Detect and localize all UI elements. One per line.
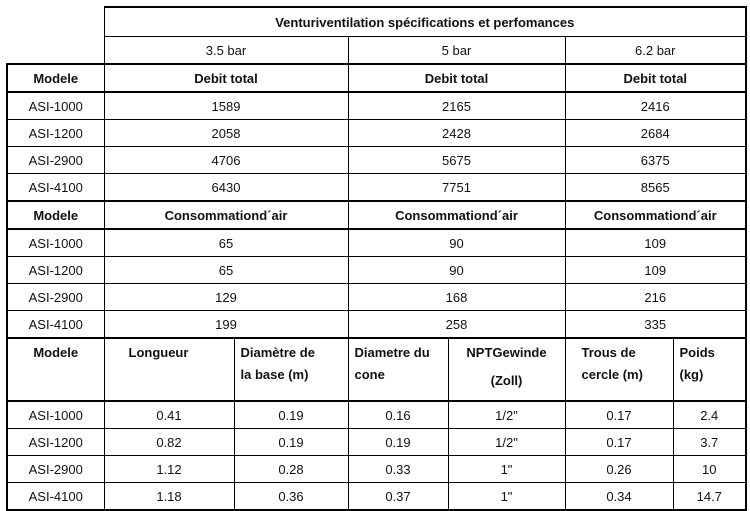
table-row bbox=[7, 257, 746, 284]
metric-header: Debit total bbox=[348, 64, 565, 92]
hole-circle-header: Trous de cercle (m) bbox=[565, 338, 673, 401]
model-header: Modele bbox=[7, 64, 104, 92]
value-cell: 0.19 bbox=[234, 401, 348, 429]
value-cell: 0.41 bbox=[104, 401, 234, 429]
value-cell: 168 bbox=[348, 284, 565, 311]
value-cell: 6375 bbox=[565, 147, 746, 174]
metric-header: Debit total bbox=[565, 64, 746, 92]
value-cell: 129 bbox=[104, 284, 348, 311]
value-cell: 0.19 bbox=[348, 429, 448, 456]
value-cell: 2.4 bbox=[673, 401, 746, 429]
model-cell: ASI-2900 bbox=[7, 456, 104, 483]
value-cell: 10 bbox=[673, 456, 746, 483]
value-cell: 109 bbox=[565, 229, 746, 257]
value-cell: 0.36 bbox=[234, 483, 348, 511]
value-cell: 199 bbox=[104, 311, 348, 339]
value-cell: 3.7 bbox=[673, 429, 746, 456]
model-cell: ASI-4100 bbox=[7, 174, 104, 202]
value-cell: 1/2" bbox=[448, 429, 565, 456]
table-row bbox=[7, 92, 746, 120]
table-row bbox=[7, 147, 746, 174]
length-header: Longueur bbox=[104, 338, 234, 401]
value-cell: 2416 bbox=[565, 92, 746, 120]
corner-cell bbox=[7, 7, 104, 37]
model-header: Modele bbox=[7, 338, 104, 401]
value-cell: 0.28 bbox=[234, 456, 348, 483]
metric-header: Consommationd´air bbox=[104, 201, 348, 229]
model-cell: ASI-2900 bbox=[7, 284, 104, 311]
value-cell: 7751 bbox=[348, 174, 565, 202]
model-cell: ASI-4100 bbox=[7, 483, 104, 511]
cone-diameter-header: Diametre du cone bbox=[348, 338, 448, 401]
value-cell: 65 bbox=[104, 257, 348, 284]
value-cell: 65 bbox=[104, 229, 348, 257]
value-cell: 109 bbox=[565, 257, 746, 284]
model-cell: ASI-1200 bbox=[7, 429, 104, 456]
pressure-header: 5 bar bbox=[348, 37, 565, 65]
model-header: Modele bbox=[7, 201, 104, 229]
value-cell: 2684 bbox=[565, 120, 746, 147]
model-cell: ASI-1000 bbox=[7, 229, 104, 257]
value-cell: 1.18 bbox=[104, 483, 234, 511]
value-cell: 1589 bbox=[104, 92, 348, 120]
value-cell: 2058 bbox=[104, 120, 348, 147]
value-cell: 1.12 bbox=[104, 456, 234, 483]
value-cell: 335 bbox=[565, 311, 746, 339]
model-cell: ASI-1200 bbox=[7, 257, 104, 284]
table-row bbox=[7, 311, 746, 339]
weight-header: Poids (kg) bbox=[673, 338, 746, 401]
model-cell: ASI-2900 bbox=[7, 147, 104, 174]
pressure-header: 3.5 bar bbox=[104, 37, 348, 65]
value-cell: 5675 bbox=[348, 147, 565, 174]
value-cell: 0.34 bbox=[565, 483, 673, 511]
value-cell: 258 bbox=[348, 311, 565, 339]
value-cell: 0.33 bbox=[348, 456, 448, 483]
value-cell: 0.37 bbox=[348, 483, 448, 511]
value-cell: 4706 bbox=[104, 147, 348, 174]
metric-header: Consommationd´air bbox=[565, 201, 746, 229]
spec-table bbox=[6, 6, 747, 511]
value-cell: 8565 bbox=[565, 174, 746, 202]
table-row bbox=[7, 120, 746, 147]
value-cell: 1/2" bbox=[448, 401, 565, 429]
metric-header: Debit total bbox=[104, 64, 348, 92]
table-row bbox=[7, 429, 746, 456]
value-cell: 6430 bbox=[104, 174, 348, 202]
table-row bbox=[7, 174, 746, 202]
value-cell: 216 bbox=[565, 284, 746, 311]
base-diameter-header: Diamètre de la base (m) bbox=[234, 338, 348, 401]
table-row bbox=[7, 229, 746, 257]
value-cell: 2165 bbox=[348, 92, 565, 120]
pressure-header: 6.2 bar bbox=[565, 37, 746, 65]
model-cell: ASI-1200 bbox=[7, 120, 104, 147]
model-cell: ASI-1000 bbox=[7, 401, 104, 429]
value-cell: 0.16 bbox=[348, 401, 448, 429]
value-cell: 0.19 bbox=[234, 429, 348, 456]
table-row bbox=[7, 401, 746, 429]
value-cell: 0.82 bbox=[104, 429, 234, 456]
value-cell: 2428 bbox=[348, 120, 565, 147]
npt-thread-header: NPTGewinde (Zoll) bbox=[448, 338, 565, 401]
model-cell: ASI-1000 bbox=[7, 92, 104, 120]
value-cell: 1" bbox=[448, 483, 565, 511]
table-row bbox=[7, 284, 746, 311]
value-cell: 0.17 bbox=[565, 429, 673, 456]
value-cell: 1" bbox=[448, 456, 565, 483]
value-cell: 90 bbox=[348, 229, 565, 257]
value-cell: 0.17 bbox=[565, 401, 673, 429]
table-title: Venturiventilation spécifications et perfomances bbox=[104, 7, 746, 37]
model-cell: ASI-4100 bbox=[7, 311, 104, 339]
table-row bbox=[7, 456, 746, 483]
value-cell: 90 bbox=[348, 257, 565, 284]
value-cell: 14.7 bbox=[673, 483, 746, 511]
value-cell: 0.26 bbox=[565, 456, 673, 483]
metric-header: Consommationd´air bbox=[348, 201, 565, 229]
